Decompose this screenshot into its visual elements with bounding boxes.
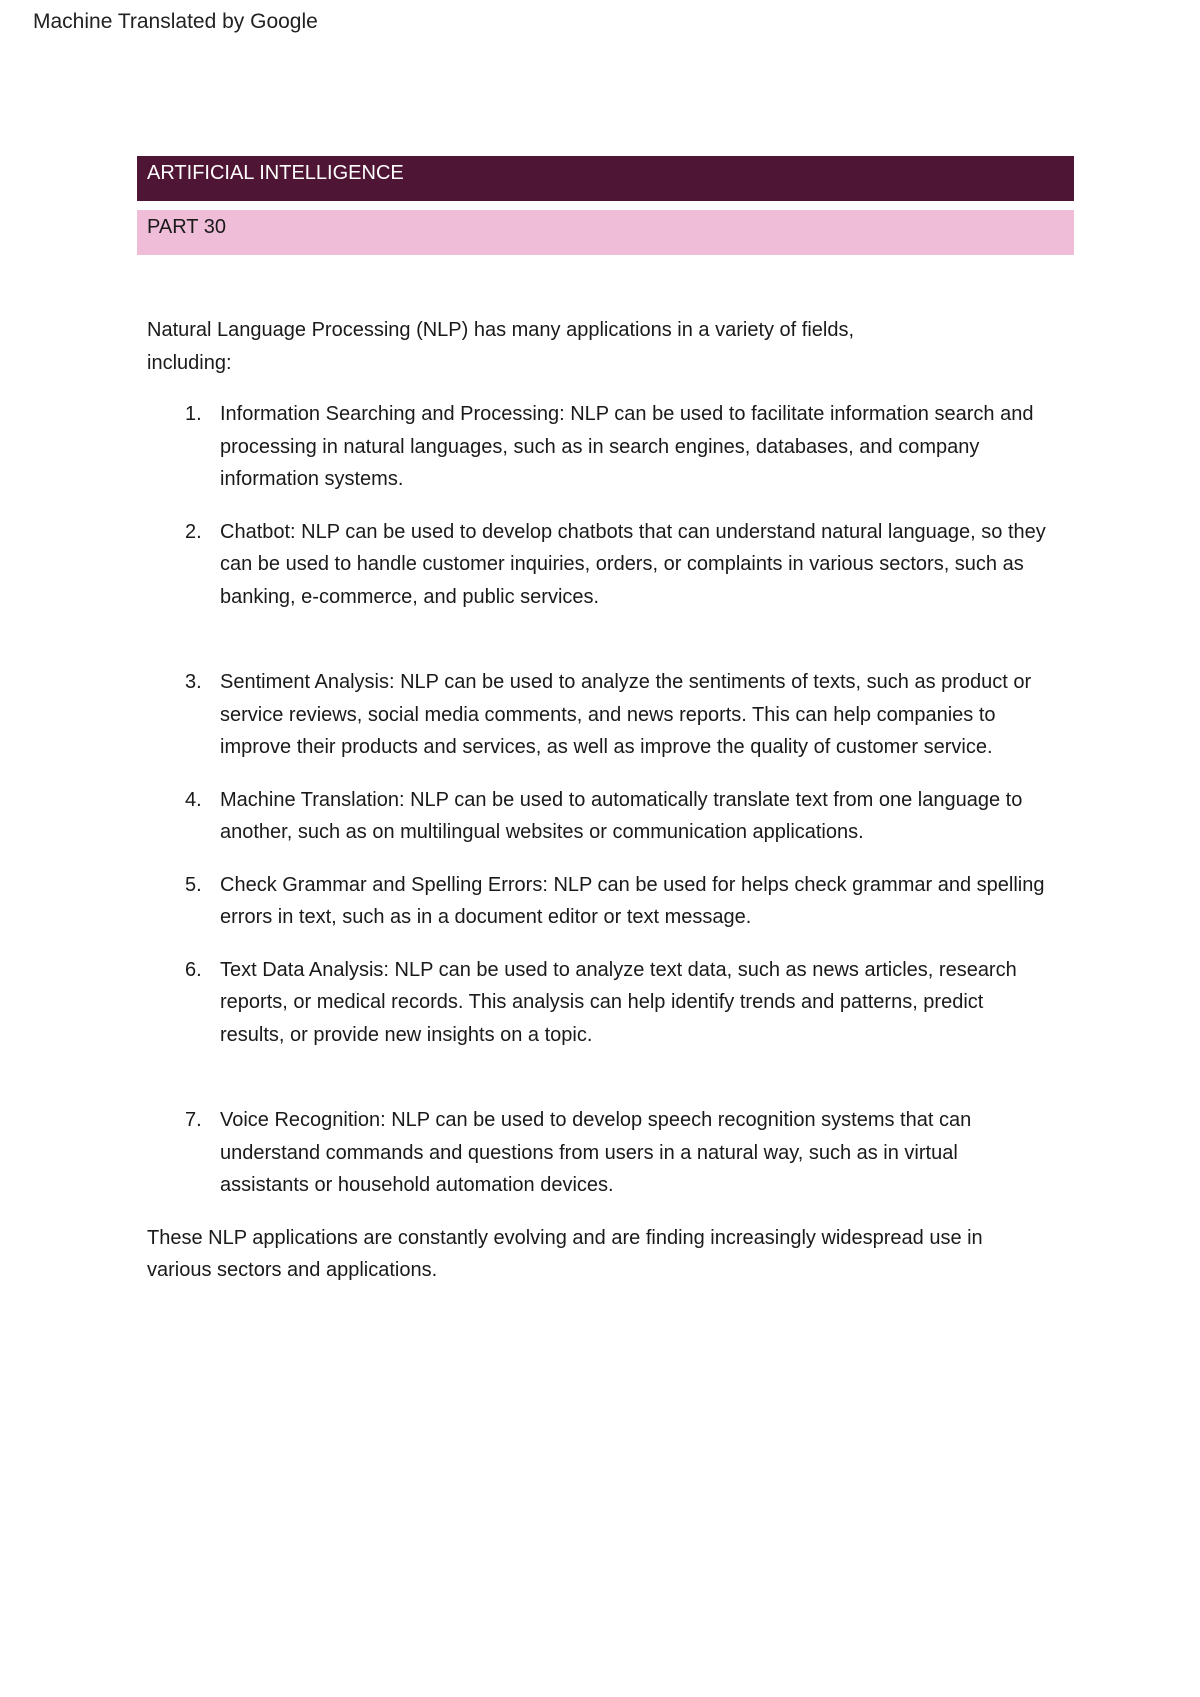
list-item-number: 2. (185, 520, 202, 543)
applications-list (147, 398, 1067, 1202)
list-item-text: Voice Recognition: NLP can be used to develop speech recognition systems that can understand commands and questions from users in a natural way, such as in virtual assistants or household automation devices. (220, 1109, 972, 1196)
list-item (147, 1104, 1050, 1202)
list-item-text: Machine Translation: NLP can be used to automatically translate text from one language to another, such as on multilingual websites or communication applications. (220, 788, 1023, 843)
machine-translated-label: Machine Translated by Google (33, 10, 318, 33)
document-title-bar: ARTIFICIAL INTELLIGENCE (137, 156, 1074, 201)
list-item-text: Information Searching and Processing: NLP can be used to facilitate information search and processing in natural languages, such as in search engines, databases, and company information systems. (220, 403, 1034, 490)
list-item-number: 3. (185, 671, 202, 693)
list-item (147, 666, 1050, 764)
document-body (147, 314, 1067, 1287)
list-item-text: Check Grammar and Spelling Errors: NLP can be used for helps check grammar and spelling errors in text, such as in a document editor or text message. (220, 873, 1045, 928)
list-item (147, 954, 1050, 1052)
list-item-number: 4. (185, 788, 202, 811)
part-number-bar: PART 30 (137, 210, 1074, 255)
list-item-text: Sentiment Analysis: NLP can be used to analyze the sentiments of texts, such as product or service reviews, social media comments, and news reports. This can help companies to improve their products and services, as well as improve the quality of customer service. (220, 671, 1032, 758)
closing-paragraph: These NLP applications are constantly evolving and are finding increasingly widespread use in various sectors and applications. (147, 1226, 983, 1281)
list-item (147, 784, 1050, 849)
list-item-number: 5. (185, 873, 202, 896)
list-item (147, 398, 1050, 496)
list-item-number: 1. (185, 403, 202, 425)
list-item-text: Text Data Analysis: NLP can be used to analyze text data, such as news articles, research reports, or medical records. This analysis can help identify trends and patterns, predict results, or provide new insights on a topic. (220, 958, 1017, 1046)
list-item-text: Chatbot: NLP can be used to develop chatbots that can understand natural language, so they can be used to handle customer inquiries, orders, or complaints in various sectors, such as banking, e-commerce, and public services. (220, 520, 1046, 608)
list-item-number: 7. (185, 1109, 202, 1131)
list-item (147, 516, 1050, 614)
list-item-number: 6. (185, 958, 202, 981)
list-item (147, 869, 1050, 934)
intro-paragraph: Natural Language Processing (NLP) has many applications in a variety of fields, including: (147, 319, 855, 374)
